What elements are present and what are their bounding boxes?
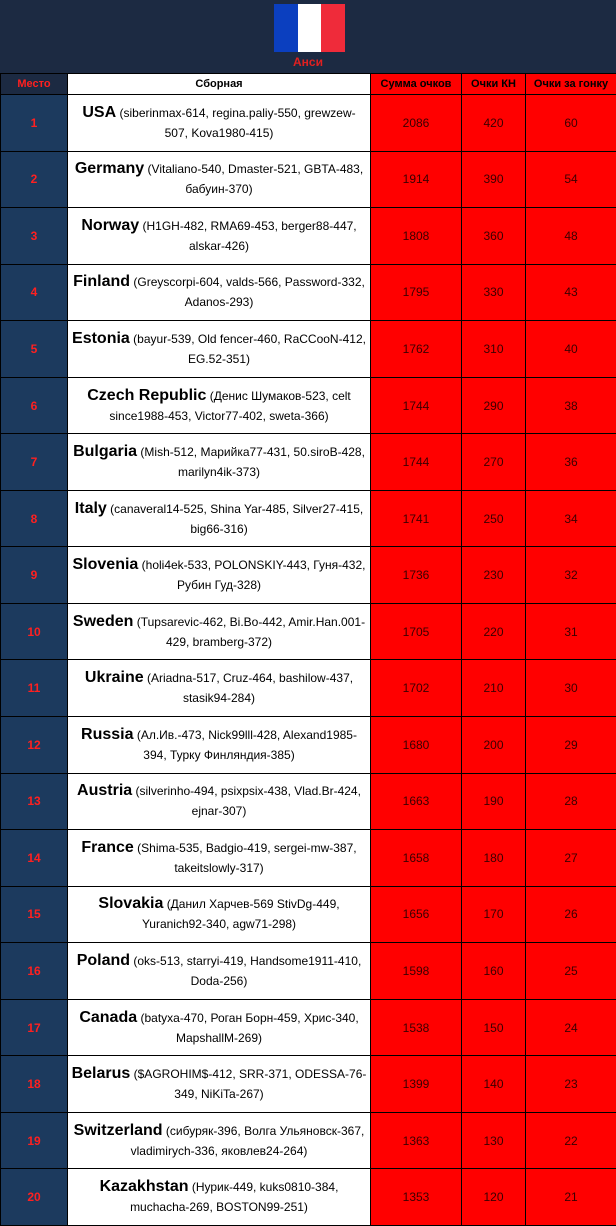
team-cell <box>68 1056 371 1113</box>
table-row <box>1 377 616 434</box>
team-members: (Greyscorpi-604, valds-566, Password-332, Adanos-293) <box>133 275 365 310</box>
total-points-cell: 1363 <box>371 1112 462 1169</box>
total-points-cell: 1808 <box>371 208 462 265</box>
table-row <box>1 1169 616 1226</box>
team-name: USA <box>82 103 117 121</box>
total-points-cell: 1658 <box>371 830 462 887</box>
team-name: Italy <box>74 499 107 517</box>
column-header-nc: Очки КН <box>462 74 526 95</box>
nc-points-cell: 140 <box>462 1056 526 1113</box>
team-cell <box>68 830 371 887</box>
total-points-cell: 1702 <box>371 660 462 717</box>
nc-points-cell: 200 <box>462 717 526 774</box>
place-cell: 17 <box>1 999 68 1056</box>
nc-points-cell: 120 <box>462 1169 526 1226</box>
total-points-cell: 1914 <box>371 151 462 208</box>
team-members: (bayur-539, Old fencer-460, RaCCooN-412, EG.52-351) <box>133 331 366 366</box>
flag-stripe-blue <box>274 4 298 52</box>
team-cell <box>68 943 371 1000</box>
nc-points-cell: 290 <box>462 377 526 434</box>
team-cell <box>68 717 371 774</box>
team-members: (Mish-512, Марийка77-431, 50.siroB-428, marilyn4ik-373) <box>140 445 365 480</box>
team-members: (Нурик-449, kuks0810-384, muchacha-269, BOSTON99-251) <box>130 1180 339 1215</box>
table-row <box>1 95 616 152</box>
place-cell: 1 <box>1 95 68 152</box>
place-cell: 8 <box>1 490 68 547</box>
race-points-cell: 27 <box>526 830 616 887</box>
place-cell: 12 <box>1 717 68 774</box>
team-cell <box>68 264 371 321</box>
race-points-cell: 23 <box>526 1056 616 1113</box>
team-members: (Денис Шумаков-523, celt since1988-453, Victor77-402, sweta-366) <box>109 388 351 423</box>
table-row <box>1 434 616 491</box>
table-row <box>1 1112 616 1169</box>
table-header-row <box>1 74 616 95</box>
total-points-cell: 1656 <box>371 886 462 943</box>
place-cell: 3 <box>1 208 68 265</box>
team-name: Germany <box>74 160 145 178</box>
place-cell: 18 <box>1 1056 68 1113</box>
race-points-cell: 25 <box>526 943 616 1000</box>
team-name: Slovakia <box>98 895 164 913</box>
team-cell <box>68 999 371 1056</box>
race-points-cell: 24 <box>526 999 616 1056</box>
total-points-cell: 1663 <box>371 773 462 830</box>
place-cell: 6 <box>1 377 68 434</box>
team-name: Czech Republic <box>87 386 207 404</box>
race-points-cell: 54 <box>526 151 616 208</box>
nc-points-cell: 150 <box>462 999 526 1056</box>
race-points-cell: 34 <box>526 490 616 547</box>
total-points-cell: 1705 <box>371 603 462 660</box>
table-row <box>1 490 616 547</box>
total-points-cell: 1736 <box>371 547 462 604</box>
team-members: ($AGROHIM$-412, SRR-371, ODESSA-76-349, NiKiTa-267) <box>133 1067 367 1102</box>
team-cell <box>68 547 371 604</box>
team-cell <box>68 660 371 717</box>
team-cell <box>68 151 371 208</box>
team-members: (siberinmax-614, regina.paliy-550, grewzew-507, Kova1980-415) <box>119 105 356 140</box>
place-cell: 14 <box>1 830 68 887</box>
race-points-cell: 60 <box>526 95 616 152</box>
team-members: (batyxa-470, Роган Борн-459, Хрис-340, MapshallM-269) <box>140 1010 359 1045</box>
team-members: (H1GH-482, RMA69-453, berger88-447, alskar-426) <box>142 218 357 253</box>
table-body <box>1 95 616 1226</box>
race-points-cell: 31 <box>526 603 616 660</box>
team-members: (oks-513, starryi-419, Handsome1911-410, Doda-256) <box>133 953 362 988</box>
table-row <box>1 603 616 660</box>
table-row <box>1 830 616 887</box>
race-points-cell: 26 <box>526 886 616 943</box>
team-cell <box>68 377 371 434</box>
team-cell <box>68 434 371 491</box>
race-points-cell: 30 <box>526 660 616 717</box>
nc-points-cell: 130 <box>462 1112 526 1169</box>
column-header-team: Сборная <box>68 74 371 95</box>
place-cell: 2 <box>1 151 68 208</box>
table-row <box>1 999 616 1056</box>
team-name: Switzerland <box>73 1121 163 1139</box>
team-name: Sweden <box>72 612 134 630</box>
total-points-cell: 1762 <box>371 321 462 378</box>
team-name: Estonia <box>72 329 130 347</box>
team-members: (Ariadna-517, Cruz-464, bashilow-437, stasik94-284) <box>146 671 354 706</box>
team-members: (сибуряк-396, Волга Ульяновск-367, vladimirych-336, яковлев24-264) <box>130 1123 365 1158</box>
team-name: Norway <box>81 216 140 234</box>
table-row <box>1 717 616 774</box>
column-header-total: Сумма очков <box>371 74 462 95</box>
team-name: Slovenia <box>72 556 139 574</box>
place-cell: 10 <box>1 603 68 660</box>
nc-points-cell: 250 <box>462 490 526 547</box>
flag-stripe-red <box>321 4 345 52</box>
team-members: (Shima-535, Badgio-419, sergei-mw-387, takeitslowly-317) <box>137 840 357 875</box>
nc-points-cell: 310 <box>462 321 526 378</box>
team-members: (canaveral14-525, Shina Yar-485, Silver27-415, big66-316) <box>110 501 364 536</box>
nc-points-cell: 270 <box>462 434 526 491</box>
table-row <box>1 151 616 208</box>
team-name: Austria <box>77 782 133 800</box>
team-name: Kazakhstan <box>99 1178 189 1196</box>
table-row <box>1 208 616 265</box>
team-members: (silverinho-494, psixpsix-438, Vlad.Br-424, ejnar-307) <box>135 784 361 819</box>
team-name: France <box>81 838 134 856</box>
place-cell: 7 <box>1 434 68 491</box>
place-cell: 13 <box>1 773 68 830</box>
team-cell <box>68 603 371 660</box>
place-cell: 11 <box>1 660 68 717</box>
team-name: Russia <box>81 725 134 743</box>
total-points-cell: 2086 <box>371 95 462 152</box>
team-cell <box>68 1169 371 1226</box>
table-row <box>1 1056 616 1113</box>
table-row <box>1 547 616 604</box>
team-cell <box>68 208 371 265</box>
team-cell <box>68 886 371 943</box>
race-points-cell: 22 <box>526 1112 616 1169</box>
nc-points-cell: 360 <box>462 208 526 265</box>
team-members: (Vitaliano-540, Dmaster-521, GBTA-483, бабуин-370) <box>147 162 364 197</box>
place-cell: 16 <box>1 943 68 1000</box>
total-points-cell: 1680 <box>371 717 462 774</box>
total-points-cell: 1538 <box>371 999 462 1056</box>
race-points-cell: 32 <box>526 547 616 604</box>
place-cell: 4 <box>1 264 68 321</box>
total-points-cell: 1744 <box>371 377 462 434</box>
team-cell <box>68 1112 371 1169</box>
team-members: (Tupsarevic-462, Bi.Bo-442, Amir.Han.001-429, bramberg-372) <box>136 614 366 649</box>
total-points-cell: 1744 <box>371 434 462 491</box>
nc-points-cell: 170 <box>462 886 526 943</box>
nc-points-cell: 180 <box>462 830 526 887</box>
table-row <box>1 886 616 943</box>
nc-points-cell: 330 <box>462 264 526 321</box>
place-cell: 15 <box>1 886 68 943</box>
total-points-cell: 1353 <box>371 1169 462 1226</box>
nc-points-cell: 230 <box>462 547 526 604</box>
team-name: Finland <box>73 273 131 291</box>
table-row <box>1 773 616 830</box>
team-members: (Данил Харчев-569 StivDg-449, Yuranich92-340, agw71-298) <box>141 897 340 932</box>
event-title: Анси <box>293 55 323 69</box>
nc-points-cell: 160 <box>462 943 526 1000</box>
flag-stripe-white <box>298 4 322 52</box>
nc-points-cell: 390 <box>462 151 526 208</box>
header <box>0 0 616 73</box>
nc-points-cell: 190 <box>462 773 526 830</box>
standings-table <box>0 73 616 1226</box>
team-cell <box>68 773 371 830</box>
nc-points-cell: 210 <box>462 660 526 717</box>
total-points-cell: 1795 <box>371 264 462 321</box>
team-name: Bulgaria <box>73 443 138 461</box>
column-header-race: Очки за гонку <box>526 74 616 95</box>
place-cell: 9 <box>1 547 68 604</box>
table-row <box>1 264 616 321</box>
total-points-cell: 1741 <box>371 490 462 547</box>
team-name: Belarus <box>71 1065 131 1083</box>
column-header-place: Место <box>1 74 68 95</box>
table-row <box>1 660 616 717</box>
total-points-cell: 1399 <box>371 1056 462 1113</box>
team-cell <box>68 490 371 547</box>
team-members: (Ал.Ив.-473, Nick99lll-428, Alexand1985-394, Турку Финляндия-385) <box>136 727 357 762</box>
race-points-cell: 21 <box>526 1169 616 1226</box>
table-row <box>1 321 616 378</box>
place-cell: 19 <box>1 1112 68 1169</box>
team-cell <box>68 95 371 152</box>
nc-points-cell: 420 <box>462 95 526 152</box>
race-points-cell: 36 <box>526 434 616 491</box>
race-points-cell: 28 <box>526 773 616 830</box>
team-name: Ukraine <box>84 669 144 687</box>
race-points-cell: 29 <box>526 717 616 774</box>
team-name: Poland <box>76 951 131 969</box>
place-cell: 5 <box>1 321 68 378</box>
france-flag-icon <box>274 4 345 52</box>
race-points-cell: 48 <box>526 208 616 265</box>
table-row <box>1 943 616 1000</box>
race-points-cell: 38 <box>526 377 616 434</box>
race-points-cell: 43 <box>526 264 616 321</box>
race-points-cell: 40 <box>526 321 616 378</box>
nc-points-cell: 220 <box>462 603 526 660</box>
team-members: (holi4ek-533, POLONSKIY-443, Гуня-432, Рубин Гуд-328) <box>141 558 366 593</box>
total-points-cell: 1598 <box>371 943 462 1000</box>
team-name: Canada <box>79 1008 138 1026</box>
place-cell: 20 <box>1 1169 68 1226</box>
team-cell <box>68 321 371 378</box>
